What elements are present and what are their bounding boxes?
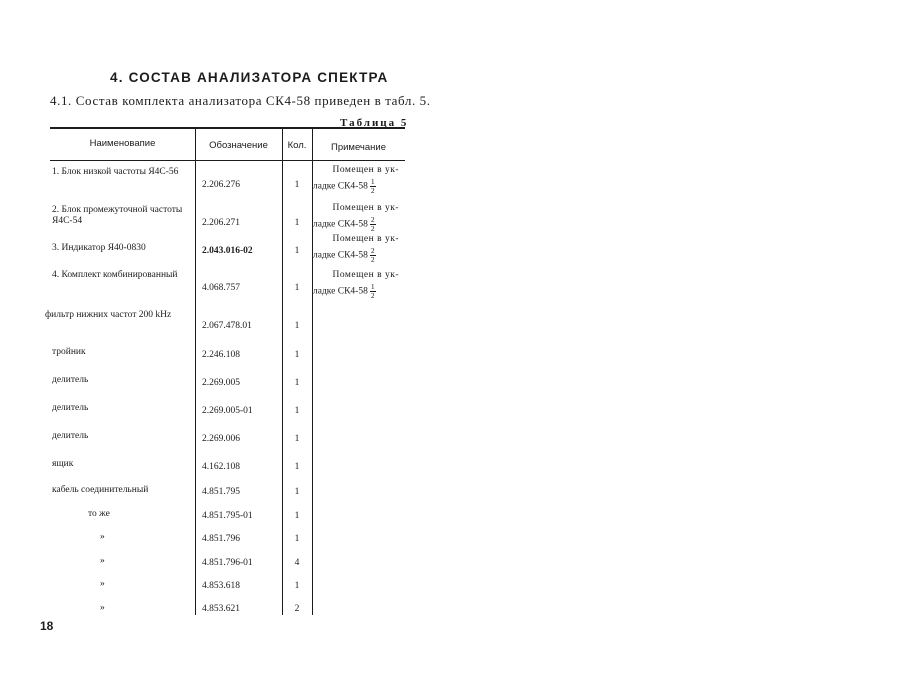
- row-code: 2.246.108: [202, 350, 240, 360]
- row-name: делитель: [52, 403, 89, 413]
- note-line: [313, 178, 405, 195]
- note-fraction: [370, 283, 376, 300]
- row-name: 4. Комплект комбинированный: [52, 270, 178, 280]
- header-qty: Кол.: [287, 140, 307, 151]
- note-line: Помещен в ук-: [332, 234, 399, 244]
- row-qty: 1: [294, 321, 300, 331]
- intro-paragraph: 4.1. Состав комплекта анализатора СК4-58 приведен в табл. 5.: [50, 93, 431, 108]
- row-qty: 1: [294, 534, 300, 544]
- row-code: 4.162.108: [202, 462, 240, 472]
- note-text: ладке СК4-58: [313, 181, 368, 192]
- row-code: 4.851.795: [202, 487, 240, 497]
- note-cell: [313, 163, 405, 195]
- row-qty: 1: [294, 487, 300, 497]
- page-number: 18: [40, 619, 54, 633]
- row-name: тройник: [52, 347, 86, 357]
- row-name: 3. Индикатор Я40-0830: [52, 243, 146, 253]
- note-text: ладке СК4-58: [313, 250, 368, 261]
- note-cell: [313, 268, 405, 300]
- row-qty: 1: [294, 283, 300, 293]
- row-code: 4.851.796: [202, 534, 240, 544]
- row-code: 2.269.005-01: [202, 406, 253, 416]
- fraction-numerator: 1: [370, 177, 375, 186]
- note-text: ладке СК4-58: [313, 286, 368, 297]
- row-name: »: [100, 579, 105, 589]
- row-name: фильтр нижних частот 200 kHz: [45, 310, 172, 320]
- row-qty: 4: [294, 558, 300, 568]
- row-name: делитель: [52, 375, 89, 385]
- note-fraction: [370, 216, 376, 233]
- row-code: 2.043.016-02: [202, 246, 253, 256]
- row-qty: 1: [294, 406, 300, 416]
- row-qty: 1: [294, 218, 300, 228]
- fraction-denominator: 2: [370, 224, 375, 233]
- header-name: Наименовапие: [89, 138, 156, 149]
- fraction-denominator: 2: [370, 255, 375, 264]
- row-name: »: [100, 556, 105, 566]
- row-name: то же: [88, 509, 110, 519]
- table-header-rule: [50, 160, 405, 161]
- row-qty: 1: [294, 462, 300, 472]
- fraction-denominator: 2: [370, 186, 375, 195]
- row-qty: 1: [294, 511, 300, 521]
- row-name: кабель соединительный: [52, 485, 149, 495]
- row-name: 2. Блок промежуточной частоты Я4С-54: [52, 205, 183, 226]
- header-note: Примечание: [331, 142, 386, 153]
- row-name: »: [100, 532, 105, 542]
- column-divider: [282, 128, 283, 615]
- row-qty: 2: [294, 604, 300, 614]
- note-line: Помещен в ук-: [332, 270, 399, 280]
- row-code: 4.068.757: [202, 283, 240, 293]
- row-code: 2.206.271: [202, 218, 240, 228]
- row-qty: 1: [294, 350, 300, 360]
- row-code: 4.851.796-01: [202, 558, 253, 568]
- fraction-denominator: 2: [370, 291, 375, 300]
- note-fraction: [370, 247, 376, 264]
- row-name: »: [100, 603, 105, 613]
- header-code: Обозначение: [209, 140, 268, 151]
- row-qty: 1: [294, 180, 300, 190]
- row-qty: 1: [294, 246, 300, 256]
- note-line: [313, 216, 405, 233]
- row-code: 4.853.618: [202, 581, 240, 591]
- note-text: ладке СК4-58: [313, 219, 368, 230]
- row-qty: 1: [294, 581, 300, 591]
- row-qty: 1: [294, 378, 300, 388]
- note-cell: [313, 201, 405, 233]
- fraction-numerator: 2: [370, 246, 375, 255]
- note-line: Помещен в ук-: [332, 203, 399, 213]
- row-code: 4.851.795-01: [202, 511, 253, 521]
- table-caption: Таблица 5: [340, 117, 409, 129]
- note-line: [313, 283, 405, 300]
- row-code: 2.269.006: [202, 434, 240, 444]
- section-heading: 4. СОСТАВ АНАЛИЗАТОРА СПЕКТРА: [110, 70, 389, 85]
- note-fraction: [370, 178, 376, 195]
- row-code: 2.206.276: [202, 180, 240, 190]
- row-code: 2.067.478.01: [202, 321, 252, 331]
- row-name: делитель: [52, 431, 89, 441]
- note-line: Помещен в ук-: [332, 165, 399, 175]
- note-line: [313, 247, 405, 264]
- table-top-rule: [50, 127, 405, 129]
- fraction-numerator: 2: [370, 215, 375, 224]
- note-cell: [313, 232, 405, 264]
- row-name: ящик: [52, 459, 74, 469]
- row-code: 4.853.621: [202, 604, 240, 614]
- fraction-numerator: 1: [370, 282, 375, 291]
- row-name: 1. Блок низкой частоты Я4С-56: [52, 167, 179, 177]
- row-qty: 1: [294, 434, 300, 444]
- row-code: 2.269.005: [202, 378, 240, 388]
